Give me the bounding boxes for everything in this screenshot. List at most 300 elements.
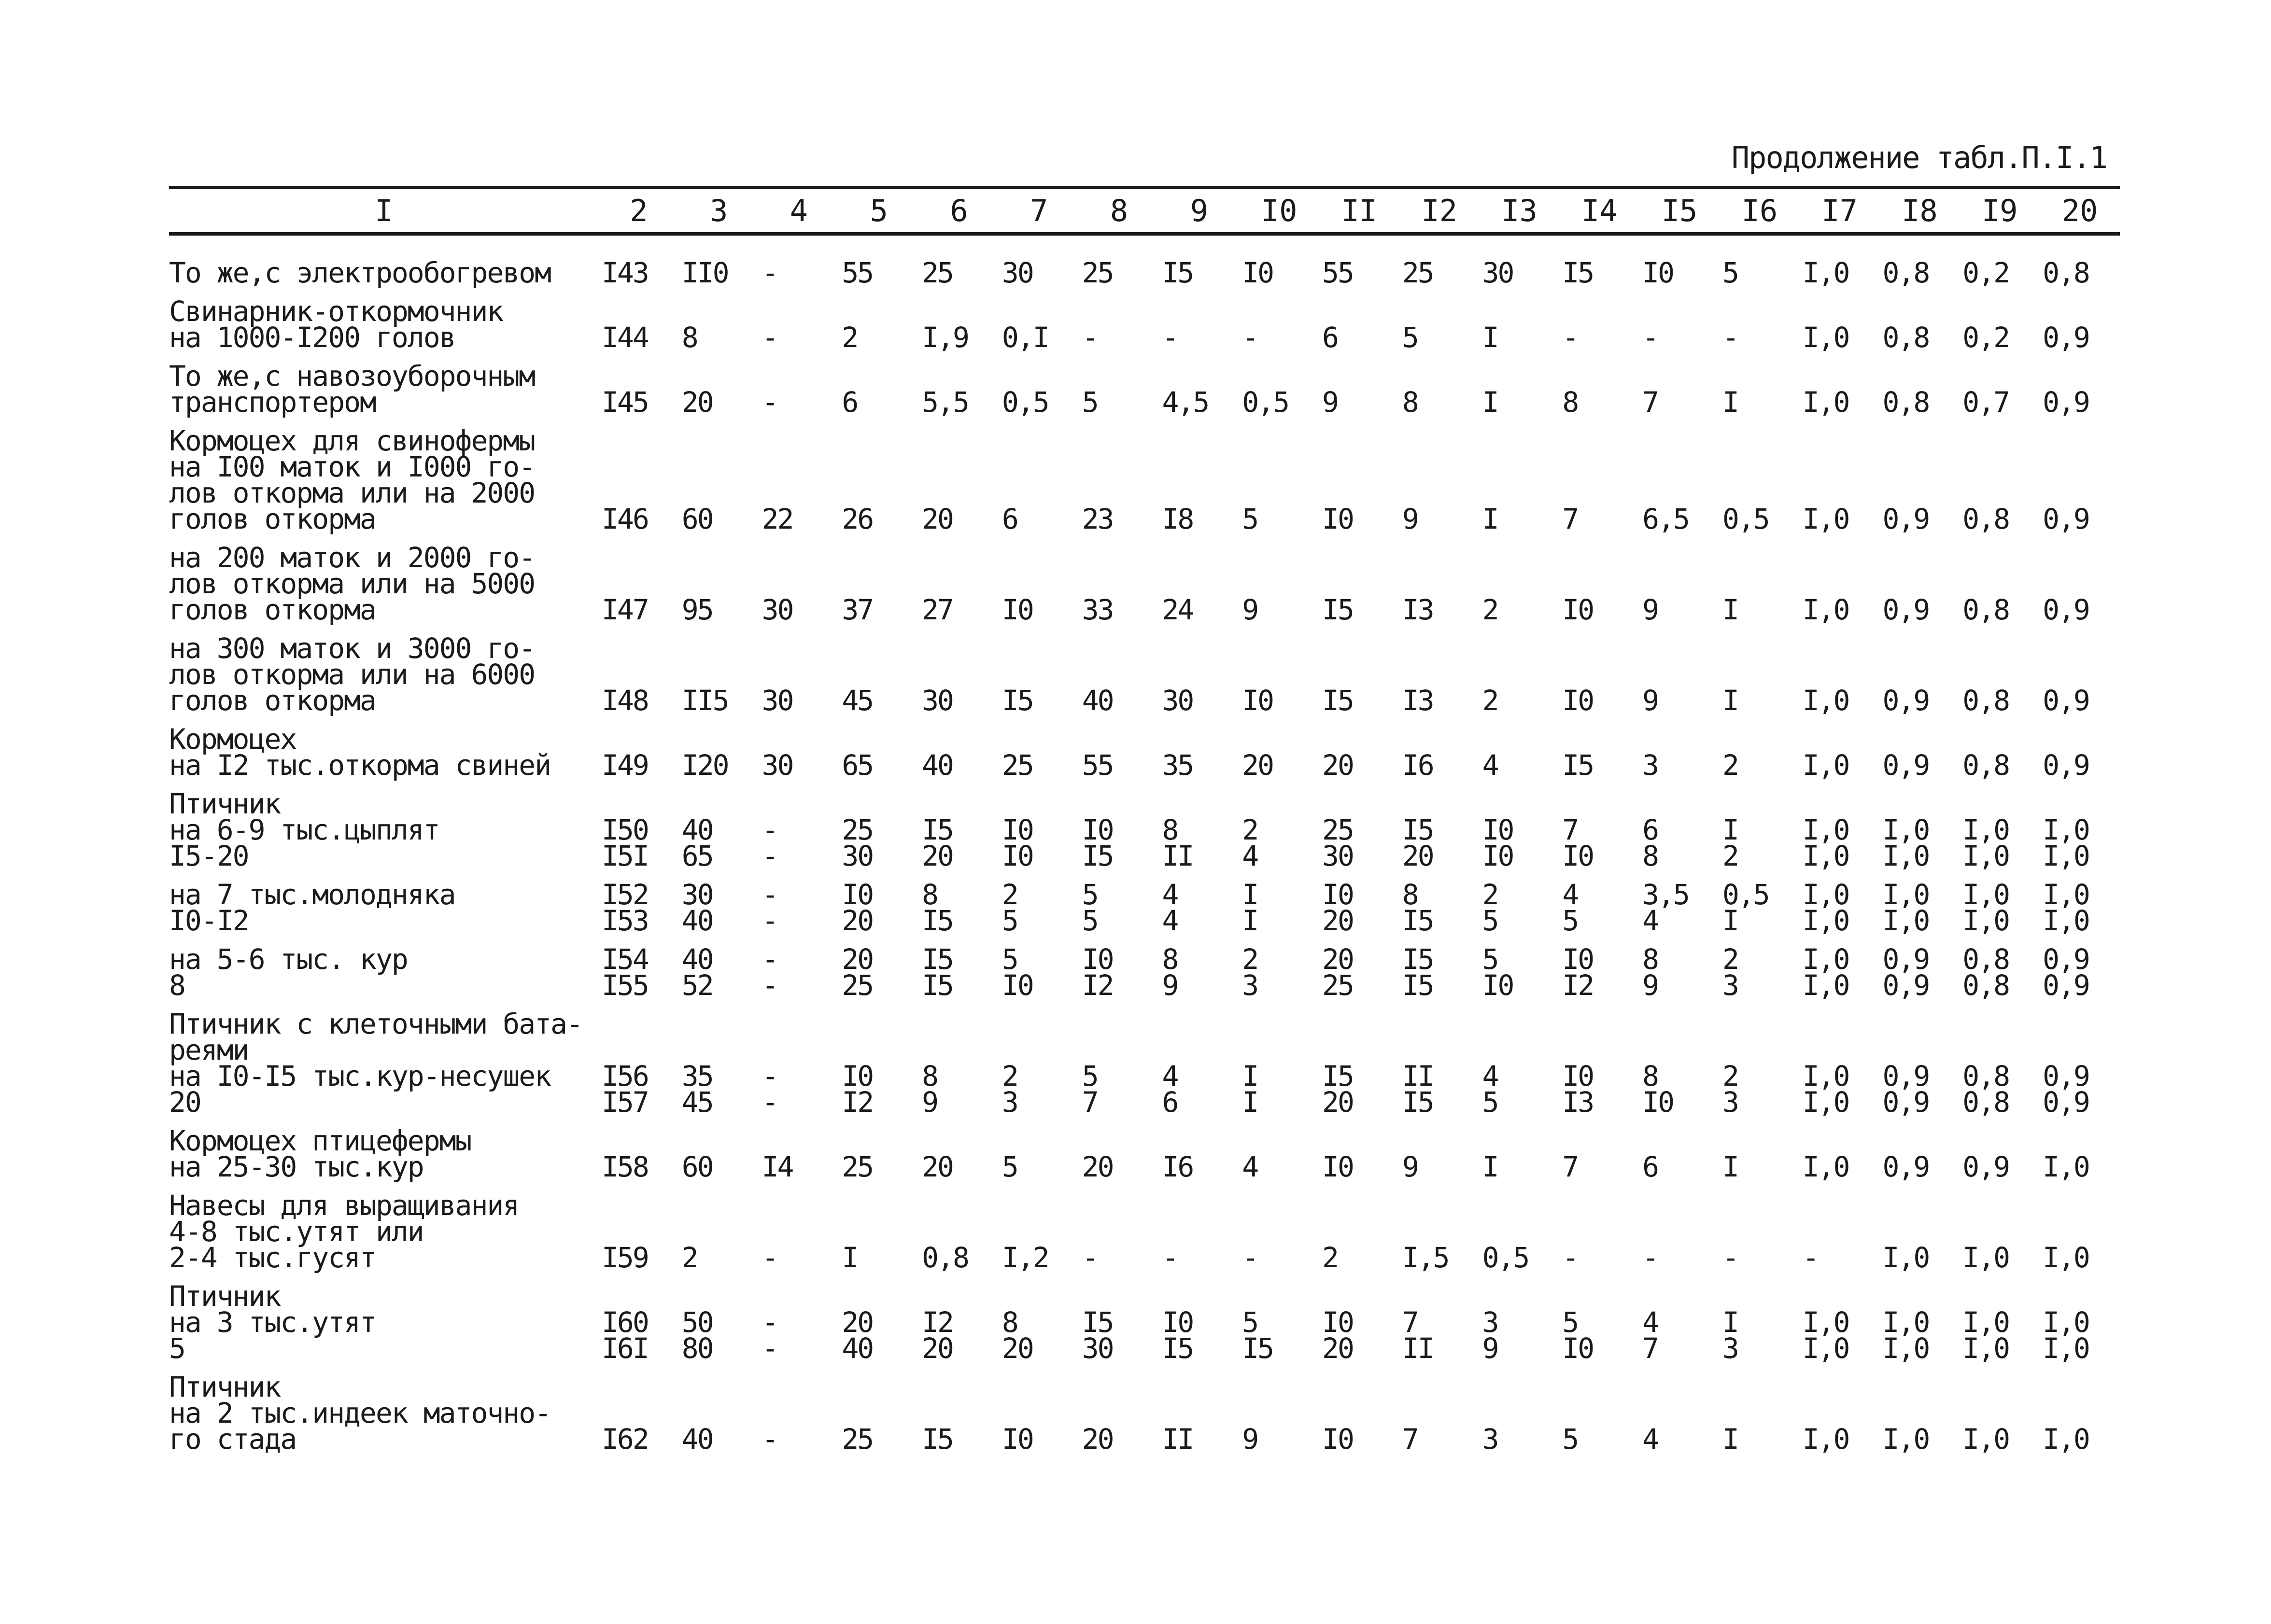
table-cell: 20 [1082, 1423, 1113, 1456]
row-label: Свинарник-откормочник на 1000-I200 голов [169, 295, 503, 354]
table-cell: I44 [602, 321, 648, 354]
row-label: Птичник на 6-9 тыс.цыплят I5-20 [169, 787, 439, 872]
table-cell: I0 [1242, 684, 1273, 717]
table-cell: 0,9 [1882, 593, 1929, 626]
table-cell: I5 30 [1082, 1306, 1113, 1365]
table-cell: 0,8 [1962, 749, 2009, 782]
table-cell: I5 [922, 1423, 953, 1456]
column-header-1: I [169, 188, 599, 234]
table-cell: 25 [1082, 256, 1113, 289]
row-label: Навесы для выращивания 4-8 тыс.утят или 2-4 тыс.гусят [169, 1189, 519, 1274]
table-cell: I49 [602, 749, 648, 782]
table-cell: 0,5 [1482, 1241, 1529, 1274]
table-cell: 5 7 [1082, 1060, 1098, 1119]
table-row [169, 421, 2120, 538]
table-cell: I,0 I,0 [1962, 878, 2009, 937]
table-cell: 5 I0 [1482, 943, 1513, 1002]
table-cell: 20 25 [842, 943, 873, 1002]
table-cell: 2 [842, 321, 858, 354]
table-cell: I,0 [1802, 1150, 1849, 1183]
row-label: Кормоцех птицефермы на 25-30 тыс.кур [169, 1124, 471, 1183]
column-header-15: I5 [1639, 188, 1720, 234]
table-cell: 33 [1082, 593, 1113, 626]
table-cell: 0,8 [1882, 321, 1929, 354]
table-cell: I52 I53 [602, 878, 648, 937]
table-cell: I [842, 1241, 858, 1274]
table-cell: 30 [762, 684, 793, 717]
table-cell: I [1482, 503, 1498, 535]
table-cell: I0 I2 [1562, 943, 1594, 1002]
table-cell: 9 [1402, 1150, 1418, 1183]
table-cell: I0 [1242, 256, 1273, 289]
table-cell: I,0 I,0 [1802, 1060, 1849, 1119]
table-cell: I,0 I,0 [1882, 813, 1929, 872]
table-cell: - [1722, 1241, 1738, 1274]
table-cell: 0,9 0,9 [2043, 943, 2089, 1002]
row-label: То же,с навозоуборочным транспортером [169, 360, 535, 419]
table-cell: 20 40 [842, 1306, 873, 1365]
table-cell: I0 I5 [1082, 813, 1113, 872]
table-cell: 3 [1482, 1423, 1498, 1456]
table-cell: - [1242, 1241, 1258, 1274]
table-cell: - [762, 1241, 777, 1274]
table-cell: - [762, 256, 777, 289]
table-cell: 25 [842, 1150, 873, 1183]
table-cell: 9 [1242, 1423, 1258, 1456]
table-cell: I3 [1402, 684, 1433, 717]
table-cell: I20 [681, 749, 728, 782]
table-cell: 7 I0 [1562, 813, 1594, 872]
column-header-5: 5 [839, 188, 919, 234]
table-row [169, 538, 2120, 629]
table-cell: I [1722, 593, 1738, 626]
table-cell: I,0 [1802, 503, 1849, 535]
table-cell: - [1802, 1241, 1818, 1274]
table-cell: 60 [681, 1150, 713, 1183]
table-cell: I I [1242, 878, 1258, 937]
table-cell: I6 [1162, 1150, 1193, 1183]
table-cell: I47 [602, 593, 648, 626]
table-cell: 0,9 [2043, 749, 2089, 782]
column-header-19: I9 [1960, 188, 2040, 234]
table-cell: I [1482, 1150, 1498, 1183]
table-cell: 3 [1642, 749, 1658, 782]
table-row [169, 939, 2120, 1004]
table-cell: 60 [681, 503, 713, 535]
table-cell: I6 [1402, 749, 1433, 782]
table-cell: 25 [922, 256, 953, 289]
table-cell: 0,9 [1882, 503, 1929, 535]
table-cell: - [1642, 1241, 1658, 1274]
table-cell: I5 20 [922, 813, 953, 872]
table-cell: I0 I2 [842, 1060, 873, 1119]
table-cell: 35 [1162, 749, 1193, 782]
table-cell: 2 5 [1482, 878, 1498, 937]
table-cell: I5 20 [1322, 1060, 1353, 1119]
table-header [169, 188, 2120, 234]
table-cell: 5 [1722, 256, 1738, 289]
table-cell: 8 [681, 321, 697, 354]
table-cell: II [1162, 1423, 1193, 1456]
table-cell: - [1242, 321, 1258, 354]
table-cell: I0 I2 [1082, 943, 1113, 1002]
table-cell: 20 [1242, 749, 1273, 782]
table-cell: 0,5 [1722, 503, 1769, 535]
table-cell: 4 [1642, 1423, 1658, 1456]
table-cell: I45 [602, 386, 648, 419]
table-cell: I,0 I,0 [1962, 813, 2009, 872]
header-row [169, 188, 2120, 234]
table-cell: I0 [1322, 1150, 1353, 1183]
table-cell: 2 [681, 1241, 697, 1274]
table-cell: 40 65 [681, 813, 713, 872]
table-cell: I0 20 [1322, 1306, 1353, 1365]
table-cell: 8 9 [922, 1060, 938, 1119]
table-cell: 25 [842, 1423, 873, 1456]
table-cell: I5 [1162, 256, 1193, 289]
table-cell: II5 [681, 684, 728, 717]
table-row [169, 292, 2120, 356]
table-cell: 65 [842, 749, 873, 782]
table-cell: 6,5 [1642, 503, 1689, 535]
table-cell: I,0 [2043, 1150, 2089, 1183]
table-cell: I,0 [1802, 321, 1849, 354]
table-cell: I,0 [2043, 1423, 2089, 1456]
table-cell: I0 I0 [1482, 813, 1513, 872]
table-cell: 8 I5 [922, 878, 953, 937]
table-cell: 2 5 [1001, 878, 1017, 937]
row-label: Кормоцех для свинофермы на I00 маток и I000 го- лов откорма или на 2000 голов откорма [169, 424, 535, 535]
table-cell: I5 [1322, 593, 1353, 626]
table-cell: - [1562, 321, 1578, 354]
table-cell: 40 [922, 749, 953, 782]
table-cell: I,0 [1882, 1241, 1929, 1274]
table-cell: 0,9 [2043, 503, 2089, 535]
table-cell: 2 3 [1001, 1060, 1017, 1119]
table-cell: I0 I5 [1162, 1306, 1193, 1365]
table-cell: 20 [1082, 1150, 1113, 1183]
table-cell: 35 45 [681, 1060, 713, 1119]
table-cell: 0,8 [1962, 593, 2009, 626]
table-cell: I,0 [1802, 256, 1849, 289]
table-cell: - - [762, 878, 777, 937]
table-cell: 0,9 [1962, 1150, 2009, 1183]
table-cell: 27 [922, 593, 953, 626]
column-header-12: I2 [1399, 188, 1480, 234]
table-cell: 5 I0 [1001, 943, 1033, 1002]
table-cell: I,0 I,0 [1882, 878, 1929, 937]
table-cell: 25 30 [1322, 813, 1353, 872]
row-label: на 300 маток и 3000 го- лов откорма или на 6000 голов откорма [169, 632, 535, 717]
column-header-8: 8 [1079, 188, 1159, 234]
table-cell: 37 [842, 593, 873, 626]
table-cell: I0 [1322, 503, 1353, 535]
table-cell: I62 [602, 1423, 648, 1456]
table-cell: - [1162, 321, 1178, 354]
table-cell: 4 7 [1642, 1306, 1658, 1365]
table-cell: 2 3 [1722, 1060, 1738, 1119]
table-cell: I [1722, 1423, 1738, 1456]
table-row [169, 1276, 2120, 1367]
table-cell: 5 [1082, 386, 1098, 419]
table-cell: 0,2 [1962, 321, 2009, 354]
table-cell: 8 I5 [1402, 878, 1433, 937]
table-cell: 0,8 [1882, 386, 1929, 419]
table-cell: 20 [922, 1150, 953, 1183]
table-cell: 5,5 [922, 386, 968, 419]
table-cell: - - [762, 943, 777, 1002]
table-cell: II0 [681, 256, 728, 289]
table-cell: I3 [1402, 593, 1433, 626]
data-table [169, 186, 2120, 1458]
table-cell: 6 [1322, 321, 1338, 354]
table-cell: I,0 I,0 [1802, 813, 1849, 872]
table-cell: I [1482, 386, 1498, 419]
row-label: на 200 маток и 2000 го- лов откорма или на 5000 голов откорма [169, 541, 535, 626]
table-cell: I8 [1162, 503, 1193, 535]
table-cell: I,0 I,0 [1962, 1306, 2009, 1365]
table-cell: 24 [1162, 593, 1193, 626]
table-cell: 40 [1082, 684, 1113, 717]
table-cell: I58 [602, 1150, 648, 1183]
table-cell: I5 20 [1402, 813, 1433, 872]
table-cell: 8 9 [1642, 943, 1658, 1002]
table-cell: I0 [1562, 684, 1594, 717]
table-row [169, 1186, 2120, 1276]
table-cell: 2 4 [1242, 813, 1258, 872]
table-cell: 2 3 [1242, 943, 1258, 1002]
column-header-10: I0 [1239, 188, 1319, 234]
column-header-6: 6 [919, 188, 999, 234]
table-cell: 9 [1322, 386, 1338, 419]
table-cell: 2 3 [1722, 943, 1738, 1002]
table-cell: I 2 [1722, 813, 1738, 872]
table-cell: I 3 [1722, 1306, 1738, 1365]
table-cell: 22 [762, 503, 793, 535]
table-cell: 6 8 [1642, 813, 1658, 872]
table-cell: I,0 [1962, 1423, 2009, 1456]
table-cell: I,0 I,0 [2043, 878, 2089, 937]
table-cell: I50 I5I [602, 813, 648, 872]
table-cell: 6 [1001, 503, 1017, 535]
table-cell: - [1162, 1241, 1178, 1274]
table-cell: I5 I5 [1402, 943, 1433, 1002]
table-cell: I2 20 [922, 1306, 953, 1365]
table-cell: 0,9 0,9 [2043, 1060, 2089, 1119]
column-header-14: I4 [1559, 188, 1639, 234]
table-cell: I0 [1562, 593, 1594, 626]
table-cell: I [1722, 684, 1738, 717]
table-cell: 0,9 [1882, 749, 1929, 782]
table-cell: - - [762, 813, 777, 872]
table-cell: I,0 I,0 [1802, 878, 1849, 937]
column-header-2: 2 [599, 188, 679, 234]
table-cell: - [1722, 321, 1738, 354]
table-cell: 40 [681, 1423, 713, 1456]
table-cell: I0 [1001, 593, 1033, 626]
table-cell: 7 [1562, 503, 1578, 535]
table-cell: 6 [842, 386, 858, 419]
table-cell: 40 52 [681, 943, 713, 1002]
table-cell: 0,9 [2043, 321, 2089, 354]
table-cell: - [1562, 1241, 1578, 1274]
table-cell: 0,I [1001, 321, 1048, 354]
table-cell: - [1642, 321, 1658, 354]
table-cell: 5 5 [1082, 878, 1098, 937]
column-header-13: I3 [1480, 188, 1560, 234]
table-cell: I56 I57 [602, 1060, 648, 1119]
table-cell: I,0 [1802, 593, 1849, 626]
table-cell: - [762, 1423, 777, 1456]
column-header-20: 20 [2040, 188, 2120, 234]
table-row [169, 784, 2120, 875]
table-cell: 8 20 [1001, 1306, 1033, 1365]
table-cell: 5 [1402, 321, 1418, 354]
table-row [169, 629, 2120, 719]
column-header-3: 3 [679, 188, 759, 234]
table-cell: 9 [1642, 593, 1658, 626]
table-cell: I0 [1642, 256, 1673, 289]
table-cell: 8 II [1162, 813, 1193, 872]
column-header-9: 9 [1159, 188, 1239, 234]
table-cell: 50 80 [681, 1306, 713, 1365]
table-cell: 5 [1562, 1423, 1578, 1456]
table-cell: 2 [1482, 684, 1498, 717]
table-cell: 30 [762, 749, 793, 782]
table-cell: 0,8 [922, 1241, 968, 1274]
table-cell: I54 I55 [602, 943, 648, 1002]
table-cell: 55 [1322, 256, 1353, 289]
table-cell: - - [762, 1306, 777, 1365]
table-cell: 0,8 [1962, 684, 2009, 717]
table-cell: I,0 I,0 [1802, 943, 1849, 1002]
column-header-7: 7 [999, 188, 1079, 234]
table-cell: I,0 I,0 [1802, 1306, 1849, 1365]
table-cell: I60 I6I [602, 1306, 648, 1365]
table-cell: 25 [1001, 749, 1033, 782]
row-label: Кормоцех на I2 тыс.откорма свиней [169, 723, 551, 782]
table-cell: 7 [1642, 386, 1658, 419]
table-cell: I,9 [922, 321, 968, 354]
table-cell: 7 [1562, 1150, 1578, 1183]
row-label: Птичник с клеточными бата- реями на I0-I5 тыс.кур-несушек 20 [169, 1008, 582, 1119]
table-cell: 0,9 [1882, 684, 1929, 717]
table-cell: I,0 [1802, 749, 1849, 782]
column-header-11: II [1319, 188, 1399, 234]
table-cell: 4 6 [1162, 1060, 1178, 1119]
table-cell: 20 [681, 386, 713, 419]
table-body [169, 234, 2120, 1458]
table-cell: I0 20 [1322, 878, 1353, 937]
table-cell: I,2 [1001, 1241, 1048, 1274]
table-cell: 0,8 [1962, 503, 2009, 535]
table-row [169, 875, 2120, 939]
column-header-17: I7 [1800, 188, 1880, 234]
table-cell: 7 [1402, 1423, 1418, 1456]
row-label: То же,с электрообогревом [169, 256, 551, 289]
table-cell: I5 I5 [922, 943, 953, 1002]
table-cell: I,0 [1882, 1423, 1929, 1456]
table-cell: 9 [1242, 593, 1258, 626]
column-header-18: I8 [1880, 188, 1960, 234]
table-row [169, 1121, 2120, 1186]
table-cell: 30 [922, 684, 953, 717]
table-cell: 4 5 [1562, 878, 1578, 937]
table-cell: 25 30 [842, 813, 873, 872]
table-cell: 0,8 0,8 [1962, 943, 2009, 1002]
table-cell: 4 [1482, 749, 1498, 782]
table-cell: I59 [602, 1241, 648, 1274]
row-label: на 7 тыс.молодняка I0-I2 [169, 878, 455, 937]
table-cell: 20 25 [1322, 943, 1353, 1002]
table-cell: 25 [1402, 256, 1433, 289]
table-cell: 6 [1642, 1150, 1658, 1183]
table-cell: 4 [1242, 1150, 1258, 1183]
table-cell: I [1482, 321, 1498, 354]
table-cell: I0 I0 [1001, 813, 1033, 872]
table-cell: 30 [1001, 256, 1033, 289]
table-cell: I,0 [2043, 1241, 2089, 1274]
table-cell: 4,5 [1162, 386, 1209, 419]
table-cell: I,0 [1802, 1423, 1849, 1456]
table-cell: 30 40 [681, 878, 713, 937]
table-row [169, 356, 2120, 421]
table-cell: 2 [1322, 1241, 1338, 1274]
table-cell: 30 [1162, 684, 1193, 717]
table-cell: 9 [1642, 684, 1658, 717]
table-cell: I,0 I,0 [2043, 813, 2089, 872]
table-cell: I5 [1322, 684, 1353, 717]
table-cell: 0,7 [1962, 386, 2009, 419]
table-cell: I5 [1562, 256, 1594, 289]
table-cell: I0 [1001, 1423, 1033, 1456]
table-cell: 45 [842, 684, 873, 717]
table-cell: 5 [1001, 1150, 1017, 1183]
table-cell: I,0 [1802, 684, 1849, 717]
table-cell: 0,9 0,9 [1882, 943, 1929, 1002]
table-cell: I5 [1562, 749, 1594, 782]
table-cell: I,5 [1402, 1241, 1449, 1274]
table-cell: I [1722, 1150, 1738, 1183]
table-cell: 0,9 [2043, 684, 2089, 717]
table-cell: I [1722, 386, 1738, 419]
table-cell: 8 [1562, 386, 1578, 419]
table-cell: 0,8 [2043, 256, 2089, 289]
table-cell: I,0 I,0 [1882, 1306, 1929, 1365]
table-cell: I5 [1001, 684, 1033, 717]
table-cell: II I5 [1402, 1060, 1433, 1119]
table-caption: Продолжение табл.П.I.1 [1731, 140, 2107, 175]
table-cell: 20 [922, 503, 953, 535]
row-label: Птичник на 3 тыс.утят 5 [169, 1280, 376, 1365]
table-cell: I4 [762, 1150, 793, 1183]
table-cell: 0,9 [1882, 1150, 1929, 1183]
table-cell: 0,8 0,8 [1962, 1060, 2009, 1119]
table-cell: 95 [681, 593, 713, 626]
table-row [169, 1367, 2120, 1458]
table-cell: I46 [602, 503, 648, 535]
table-cell: I0 [1322, 1423, 1353, 1456]
row-label: на 5-6 тыс. кур 8 [169, 943, 408, 1002]
table-row [169, 1004, 2120, 1121]
table-cell: I0 20 [842, 878, 873, 937]
table-cell: 4 5 [1482, 1060, 1498, 1119]
table-row [169, 234, 2120, 292]
table-cell: I I [1242, 1060, 1258, 1119]
table-cell: 0,5 [1001, 386, 1048, 419]
table-cell: 23 [1082, 503, 1113, 535]
table-cell: - [1082, 1241, 1098, 1274]
